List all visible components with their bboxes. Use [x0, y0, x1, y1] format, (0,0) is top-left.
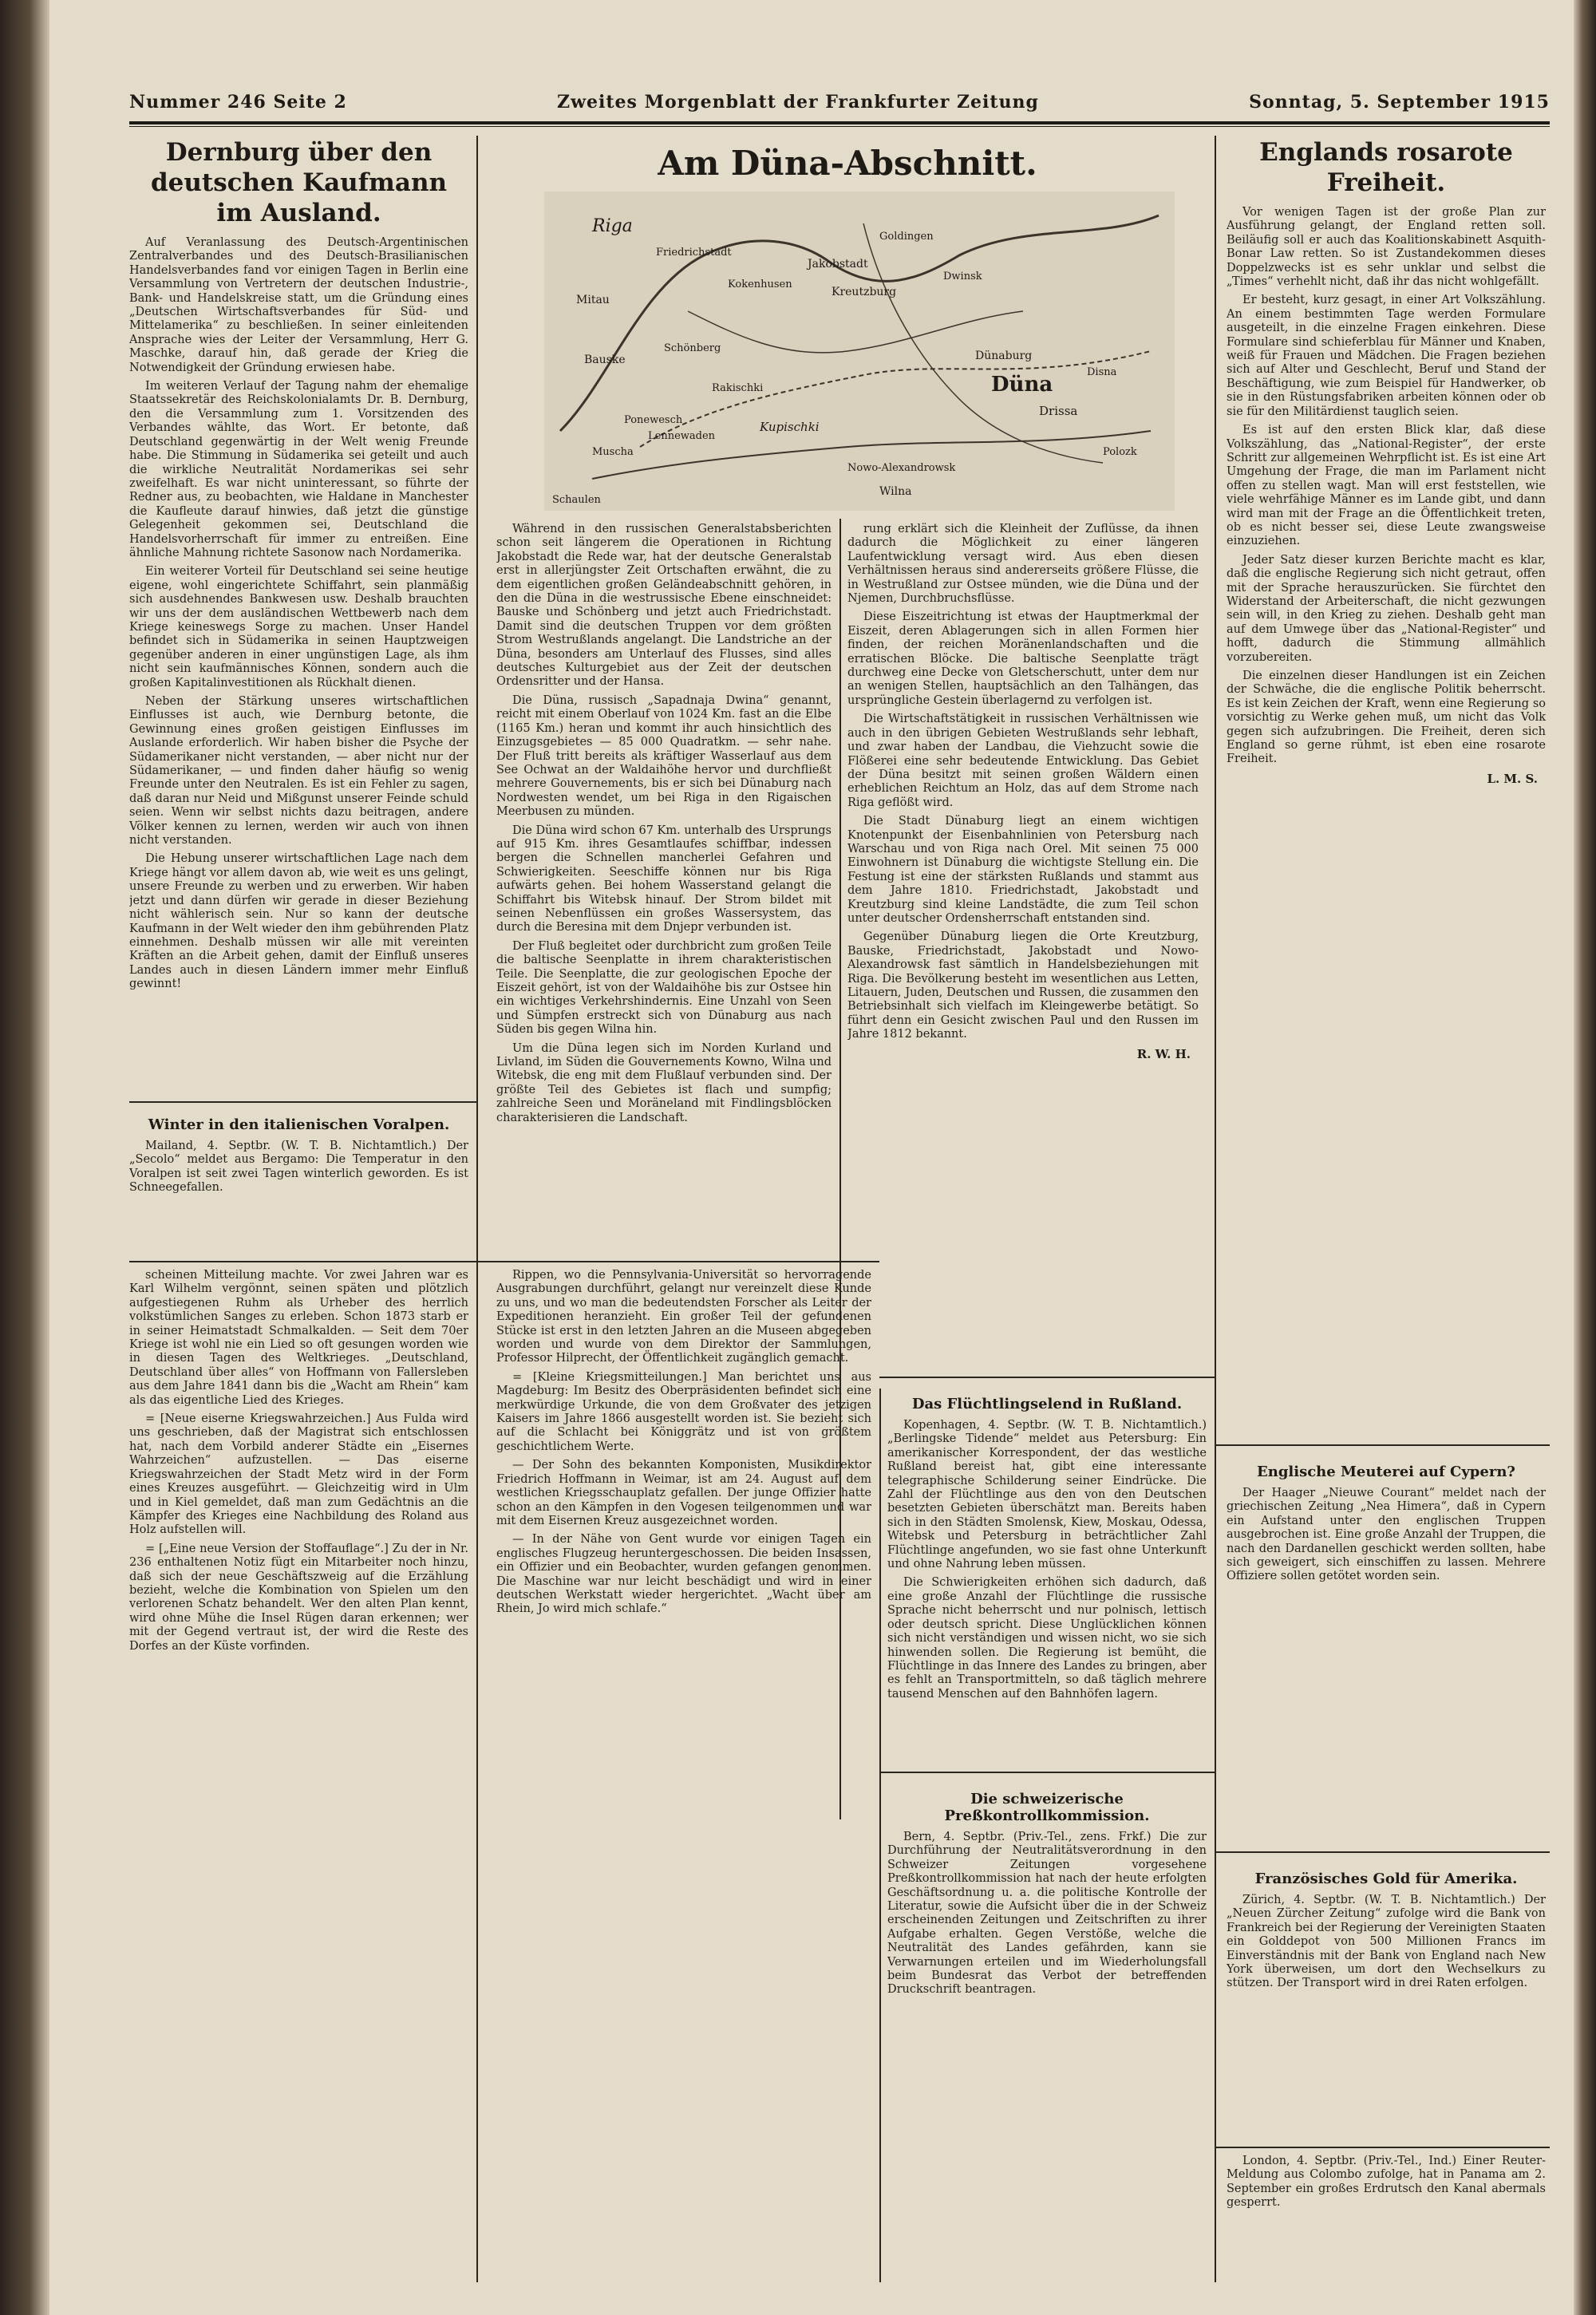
map-label: Riga	[592, 216, 633, 236]
paragraph: Rippen, wo die Pennsylvania-Universität so hervorragende Ausgrabungen durchführt, gelangt nur vereinzelt diese Kunde zu uns, und wo man die bedeutendsten Forscher als Leiter der Expeditionen heranzieht. Ein großer Teil der gefundenen Stücke ist erst in den letzten Jahren an die Museen abgegeben worden und wurde von dem Direktor der Sammlungen, Professor Hilprecht, der Öffentlichkeit zugänglich gemacht.	[496, 1269, 871, 1365]
issue-number: Nummer 246 Seite 2	[129, 92, 347, 113]
paragraph: Die Schwierigkeiten erhöhen sich dadurch, daß eine große Anzahl der Flüchtlinge die russische Sprache nicht beherrscht und nur polnisch, lettisch oder deutsch spricht. Diese Unglücklichen können sich nicht verständigen und wissen nicht, wo sie sich hinwenden sollen. Die Regierung ist bemüht, die Flüchtlinge in das Innere des Landes zu bringen, aber es fehlt an Transportmitteln, so daß täglich mehrere tausend Menschen auf den Bahnhöfen lagern.	[887, 1576, 1207, 1701]
headline-winter: Winter in den italienischen Voralpen.	[148, 1116, 450, 1133]
paragraph: — Der Sohn des bekannten Komponisten, Musikdirektor Friedrich Hoffmann in Weimar, ist am 24. August auf dem westlichen Kriegsschauplatz gefallen. Der junge Offizier hatte schon an den Kämpfen in den Vogesen teilgenommen und war mit dem Eisernen Kreuz ausgezeichnet worden.	[496, 1459, 871, 1527]
map-label: Kupischki	[760, 420, 820, 434]
paragraph: Der Haager „Nieuwe Courant“ meldet nach der griechischen Zeitung „Nea Himera“, daß in Cypern ein Aufstand unter den englischen Truppen ausgebrochen ist. Eine große Anzahl der Truppen, die nach den Dardanellen geschickt werden sollten, habe sich geweigert, sich einschiffen zu lassen. Mehrere Offiziere sollen getötet worden sein.	[1227, 1487, 1546, 1583]
paragraph: Kopenhagen, 4. Septbr. (W. T. B. Nichtamtlich.) „Berlingske Tidende“ meldet aus Petersburg: Ein amerikanischer Korrespondent, der das westliche Rußland bereist hat, gibt eine interessante telegraphische Schilderung seiner Eindrücke. Die Zahl der Flüchtlinge aus den von den Deutschen besetzten Gebieten überschätzt man. Bereits haben sich in den Städten Smolensk, Kiew, Moskau, Odessa, Witebsk und Petersburg in beträchtlicher Zahl Flüchtlinge angefunden, wo sie fast ohne Unterkunft und ohne Nahrung leben müssen.	[887, 1419, 1207, 1571]
section-rule-6	[1215, 1851, 1550, 1853]
article-duena-col2	[847, 523, 1199, 1369]
paragraph: Im weiteren Verlauf der Tagung nahm der ehemalige Staatssekretär des Reichskolonialamts Dr. B. Dernburg, den die Versammlung zum 1. Vorsitzenden des Verbandes wählte, das Wort. Er betonte, daß Deutschland gegenwärtig in der Welt wenig Freunde habe. Die Stimmung in Südamerika sei geteilt und auch die wirkliche Neutralität Nordamerikas sei sehr zweifelhaft. Es war nicht uninteressant, so führte der Redner aus, zu beobachten, wie Haldane in Manchester die Kaufleute darauf hinwies, daß jetzt die günstige Gelegenheit gekommen sei, Deutschland die Handelsvorherrschaft für immer zu entreißen. Eine ähnliche Mahnung richtete Sasonow nach Nordamerika.	[129, 380, 468, 559]
paragraph: Die Düna, russisch „Sapadnaja Dwina“ genannt, reicht mit einem Oberlauf von 1024 Km. fast an die Elbe (1165 Km.) heran und kommt ihr auch hinsichtlich des Einzugsgebietes — 85 000 Quadratkm. — sehr nahe. Der Fluß tritt bereits als kräftiger Wasserlauf aus dem See Ochwat an der Waldaihöhe hervor und durchfließt mehrere Gouvernements, bis er sich bei Dünaburg nach Nordwesten wendet, um bei Riga in den Rigaischen Meerbusen zu münden.	[496, 693, 832, 819]
article-cypern	[1227, 1452, 1546, 1847]
section-rule-7	[1215, 2147, 1550, 2148]
map-graphic	[544, 192, 1175, 511]
section-rule-2	[129, 1261, 879, 1262]
article-dernburg	[129, 137, 468, 1095]
article-england	[1227, 137, 1546, 1438]
map-label: Lennewaden	[648, 430, 716, 442]
column-rule-1	[476, 136, 478, 2282]
headline-fluechtlinge: Das Flüchtlingselend in Rußland.	[911, 1396, 1183, 1412]
article-fluechtlinge	[887, 1385, 1207, 1768]
map-label: Jakobstadt	[808, 258, 868, 271]
map-label: Ponewesch	[624, 414, 683, 426]
paragraph: London, 4. Septbr. (Priv.-Tel., Ind.) Einer Reuter-Meldung aus Colombo zufolge, hat in Panama am 2. September ein großes Erdrutsch den Kanal abermals gesperrt.	[1227, 2155, 1546, 2210]
issue-date: Sonntag, 5. September 1915	[1249, 92, 1550, 113]
headline-presskontroll: Die schweizerische Preßkontrollkommission.	[944, 1791, 1150, 1824]
headline-dernburg: Dernburg über den deutschen Kaufmann im Ausland.	[150, 138, 448, 227]
signature-england: L. M. S.	[1487, 771, 1538, 786]
paragraph: = [Neue eiserne Kriegswahrzeichen.] Aus Fulda wird uns geschrieben, daß der Magistrat sich entschlossen hat, nach dem Vorbild anderer Städte ein „Eisernes Wahrzeichen“ aufzustellen. — Das eiserne Kriegswahrzeichen der Stadt Metz wird in der Form eines Kreuzes ausgeführt. — Gleichzeitig wird in Ulm und in Kiel gemeldet, daß man zum Gedächtnis an die Kämpfer des Krieges eine Nachbildung des Roland aus Holz aufstellen will.	[129, 1412, 468, 1537]
headline-duena-box	[496, 144, 1199, 188]
paragraph: Um die Düna legen sich im Norden Kurland und Livland, im Süden die Gouvernements Kowno, Wilna und Witebsk, die eng mit dem Flußlauf verbunden sind. Der größte Teil des Gebietes ist flach und sumpfig; zahlreiche Seen und Moräneland mit Findlingsblöcken charakterisieren die Landschaft.	[496, 1041, 832, 1124]
column-rule-2	[1215, 136, 1216, 2282]
map-label: Bauske	[584, 354, 626, 366]
map-label: Polozk	[1103, 446, 1137, 458]
map-label: Kokenhusen	[728, 279, 792, 290]
paragraph: Vor wenigen Tagen ist der große Plan zur Ausführung gelangt, der England retten soll. Beiläufig soll er auch das Koalitionskabinett Asquith-Bonar Law retten. So ist Zustandekommen dieses Doppelzwecks ist es sehr unklar und selbst die „Times“ verhehlt nicht, daß ihr das nicht wohlgefällt.	[1227, 206, 1546, 289]
map-label: Rakischki	[712, 382, 764, 394]
paragraph: Ein weiterer Vorteil für Deutschland sei seine heutige eigene, wohl eingerichtete Schiffahrt, sein planmäßig sich ausdehnendes Bankwesen usw. Deshalb brauchten wir uns der dem ausländischen Wettbewerb nach dem Kriege keineswegs Sorge zu machen. Unser Handel befindet sich in Südamerika in seinen Hauptzweigen gegenüber anderen in einer ungünstigen Lage, als ihm nicht sein kaufmännisches Können, sondern auch die großen Kapitalinvestitionen als Rückhalt dienen.	[129, 565, 468, 689]
section-rule-1	[129, 1101, 476, 1103]
map-label: Dünaburg	[975, 350, 1033, 362]
headline-cypern: Englische Meuterei auf Cypern?	[1257, 1464, 1515, 1480]
paragraph: scheinen Mitteilung machte. Vor zwei Jahren war es Karl Wilhelm vergönnt, seinen späten und plötzlich aufgestiegenen Ruhm als Urheber des herrlich volkstümlichen Sanges zu erleben. Schon 1873 starb er in seiner Heimatstadt Schmalkalden. — Seit dem 70er Kriege ist wohl nie ein Lied so oft gesungen worden wie in diesen Tagen des Weltkrieges. „Deutschland, Deutschland über alles“ von Hoffmann von Fallersleben aus dem Jahre 1841 dann bis die „Wacht am Rhein“ kam als das eigentliche Lied des Krieges.	[129, 1269, 468, 1407]
column-rule-4	[879, 1389, 881, 2282]
page-binding-left	[0, 0, 49, 2315]
paragraph: Die Stadt Dünaburg liegt an einem wichtigen Knotenpunkt der Eisenbahnlinien von Petersburg nach Warschau und von Riga nach Orel. Mit seinen 75 000 Einwohnern ist Dünaburg die wichtigste Stellung ein. Die Festung ist eine der stärksten Rußlands und stammt aus dem Jahre 1810. Friedrichstadt, Jakobstadt und Kreutzburg sind kleine Landstädte, die zum Teil schon unter deutscher Ordensherrschaft entstanden sind.	[847, 815, 1199, 925]
map-label: Dwinsk	[943, 271, 982, 282]
paragraph: Zürich, 4. Septbr. (W. T. B. Nichtamtlich.) Der „Neuen Zürcher Zeitung“ zufolge wird die Bank von Frankreich bei der Regierung der Vereinigten Staaten ein Golddepot von 500 Millionen Francs im Einverständnis mit der Bank von England nach New York überweisen, um dort den Wechselkurs zu stützen. Der Transport wird in drei Raten erfolgen.	[1227, 1894, 1546, 1990]
paragraph: — In der Nähe von Gent wurde vor einigen Tagen ein englisches Flugzeug heruntergeschossen. Die beiden Insassen, ein Offizier und ein Beobachter, wurden gefangen genommen. Die Maschine war nur leicht beschädigt und wird in einer deutschen Werkstatt wieder hergerichtet. „Wacht über am Rhein, Jo wird mich schlafe.“	[496, 1533, 871, 1616]
paragraph: Die Hebung unserer wirtschaftlichen Lage nach dem Kriege hängt vor allem davon ab, wie weit es uns gelingt, unsere Freunde zu werben und zu erwerben. Wir haben jetzt und dann dürfen wir gerade in dieser Beziehung nicht wählerisch sein. Nur so kann der deutsche Kaufmann in der Welt wieder den ihm gebührenden Platz einnehmen. Deshalb müssen wir alle mit vereinten Kräften an die Arbeit gehen, damit der Einfluß unseres Landes auch in diesen Ländern immer mehr Einfluß gewinnt!	[129, 852, 468, 991]
map-label: Düna	[991, 373, 1053, 397]
paragraph: = [Kleine Kriegsmitteilungen.] Man berichtet uns aus Magdeburg: Im Besitz des Oberpräsidenten befindet sich eine merkwürdige Urkunde, die von dem Großvater des jetzigen Kaisers im Jahre 1866 ausgestellt worden ist. Sie bezieht sich auf die Schlacht bei Königgrätz und ist von größtem geschichtlichem Werte.	[496, 1370, 871, 1453]
duena-map	[544, 192, 1175, 511]
headline-gold: Französisches Gold für Amerika.	[1254, 1871, 1518, 1887]
article-london	[1227, 2155, 1546, 2274]
article-winter	[129, 1105, 468, 1257]
headline-duena: Am Düna-Abschnitt.	[658, 144, 1037, 183]
section-rule-4	[879, 1772, 1215, 1773]
map-label: Friedrichstadt	[656, 247, 732, 259]
map-label: Schaulen	[552, 494, 601, 506]
map-label: Nowo-Alexandrowsk	[847, 462, 956, 474]
map-label: Goldingen	[879, 231, 934, 243]
article-duena-col1	[496, 523, 832, 1257]
signature-duena: R. W. H.	[1136, 1046, 1191, 1061]
map-label: Muscha	[592, 446, 634, 458]
header-rule-thin	[129, 126, 1550, 127]
paragraph: Die Wirtschaftstätigkeit in russischen Verhältnissen wie auch in den übrigen Gebieten Westrußlands sehr lebhaft, und zwar haben der Landbau, die Viehzucht sowie die Flößerei eine sehr bedeutende Entwicklung. Das Gebiet der Düna besitzt mit seinen großen Wäldern einen erheblichen Reichtum an Holz, das auf dem Strome nach Riga geflößt wird.	[847, 713, 1199, 809]
map-label: Disna	[1087, 366, 1117, 378]
map-label: Mitau	[576, 294, 610, 306]
paragraph: Mailand, 4. Septbr. (W. T. B. Nichtamtlich.) Der „Secolo“ meldet aus Bergamo: Die Temperatur in den Voralpen ist seit zwei Tagen winterlich geworden. Es ist Schneegefallen.	[129, 1140, 468, 1195]
paragraph: Neben der Stärkung unseres wirtschaftlichen Einflusses ist auch, wie Dernburg betonte, die Gewinnung eines großen geistigen Einflusses im Auslande erforderlich. Wir haben bisher die Psyche der Südamerikaner nicht verstanden, — aber nicht nur der Südamerikaner, — und finden daher häufig so wenig Freunde unter den Neutralen. Es ist ein Fehler zu sagen, daß daran nur Neid und Mißgunst unserer Feinde schuld seien. Wenn wir selbst nichts dazu beitragen, andere Völker kennen zu lernen, werden wir auch von ihnen nicht verstanden.	[129, 695, 468, 847]
page-header	[129, 86, 1550, 118]
paragraph: Die einzelnen dieser Handlungen ist ein Zeichen der Schwäche, die die englische Politik beherrscht. Es ist kein Zeichen der Kraft, wenn eine Regierung so vorsichtig zu Werke gehen muß, um nicht das Volk gegen sich aufzubringen. Die Freiheit, deren sich England so gerne rühmt, ist eben eine rosarote Freiheit.	[1227, 670, 1546, 766]
newspaper-page	[49, 0, 1574, 2315]
map-label: Drissa	[1039, 404, 1078, 418]
paragraph: Während in den russischen Generalstabsberichten schon seit längerem die Operationen in Richtung Jakobstadt die Rede war, hat der deutsche Generalstab erst in allerjüngster Zeit Ortschaften erwähnt, die zu dem eigentlichen großen Geländeabschnitt gehören, in den die Düna in die westrussische Ebene einschneidet: Bauske und Schönberg und jetzt auch Friedrichstadt. Damit sind die deutschen Truppen vor dem größten Strom Westrußlands angelangt. Die Landstriche an der Düna, besonders am Unterlauf des Flusses, sind alles deutsches Kulturgebiet aus der Zeit der deutschen Ordensritter und der Hansa.	[496, 523, 832, 689]
paragraph: Die Düna wird schon 67 Km. unterhalb des Ursprungs auf 915 Km. ihres Gesamtlaufes schiffbar, indessen bergen die Schnellen mancherlei Gefahren und Schwierigkeiten. Seeschiffe können nur bis Riga aufwärts gehen. Bei hohem Wasserstand gelangt die Schiffahrt bis Witebsk hinauf. Der Strom bildet mit seinen Nebenflüssen ein großes Wassersystem, das durch die Beresina mit dem Dnjepr verbunden ist.	[496, 824, 832, 934]
map-label: Schönberg	[664, 342, 721, 354]
feuilleton-left	[129, 1269, 468, 2274]
page-binding-right	[1574, 0, 1596, 2315]
paragraph: = [„Eine neue Version der Stoffauflage“.] Zu der in Nr. 236 enthaltenen Notiz fügt ein Mitarbeiter noch hinzu, daß sich der neue Geschäftszweig auf die Erzählung bezieht, welche die Kombination von Spielen um den verlorenen Schatz behandelt. Wer den alten Plan kennt, wird ohne Mühe die Insel Rügen daran erkennen; wer mit der Gegend vertraut ist, der wird die Reste des Dorfes an der Küste vorfinden.	[129, 1542, 468, 1653]
paragraph: Diese Eiszeitrichtung ist etwas der Hauptmerkmal der Eiszeit, deren Ablagerungen sich in allen Formen hier finden, der reichen Moränenlandschaften und die erratischen Blöcke. Die baltische Seenplatte trägt durchweg eine Decke von Gletscherschutt, unter dem nur an wenigen Stellen, hauptsächlich an den Talhängen, das ursprüngliche Gestein überlagernd zu verfolgen ist.	[847, 610, 1199, 707]
masthead: Zweites Morgenblatt der Frankfurter Zeitung	[557, 92, 1039, 113]
header-rule	[129, 121, 1550, 124]
map-label: Kreutzburg	[832, 286, 897, 298]
paragraph: Er besteht, kurz gesagt, in einer Art Volkszählung. An einem bestimmten Tage werden Formulare ausgeteilt, in die einzelne Fragen einkehren. Diese Formulare sind schieferblau für Männer und Knaben, weiß für Frauen und Mädchen. Die Fragen beziehen sich auf Alter und Geschlecht, Beruf und Stand der Beschäftigung, wie zum Beispiel für Handwerker, ob sie in den Rüstungsfabriken arbeiten können oder ob sie für den Militärdienst tauglich seien.	[1227, 294, 1546, 418]
section-rule-3	[879, 1377, 1215, 1378]
paragraph: rung erklärt sich die Kleinheit der Zuflüsse, da ihnen dadurch die Möglichkeit zu einer längeren Laufentwicklung versagt wird. Aus eben diesen Verhältnissen heraus sind andererseits größere Flüsse, die in Westrußland zur Ostsee münden, wie die Düna und der Njemen, Durchbruchsflüsse.	[847, 523, 1199, 606]
paragraph: Es ist auf den ersten Blick klar, daß diese Volkszählung, das „National-Register“, der erste Schritt zur allgemeinen Wehrpflicht ist. Es ist eine Art Umgehung der Frage, die man im Parlament nicht offen zu stellen wagt. Man will erst feststellen, wie viele wehrfähige Männer es im Lande gibt, und dann wird man mit der Frage an die Öffentlichkeit treten, ob es nicht besser sei, diese Leute zwangsweise einzuziehen.	[1227, 424, 1546, 548]
article-presskontroll	[887, 1780, 1207, 2274]
headline-england: Englands rosarote Freiheit.	[1259, 138, 1513, 197]
paragraph: Der Fluß begleitet oder durchbricht zum großen Teile die baltische Seenplatte in ihrem charakteristischen Teile. Die Seenplatte, die zur geologischen Epoche der Eiszeit gehört, ist von der Waldaihöhe bis zur Ostsee hin ein wichtiges Verkehrshindernis. Eine Unzahl von Seen und Sümpfen erstreckt sich von Dünaburg aus nach Süden bis gegen Wilna hin.	[496, 939, 832, 1037]
paragraph: Gegenüber Dünaburg liegen die Orte Kreutzburg, Bauske, Friedrichstadt, Jakobstadt und Nowo-Alexandrowsk fast sämtlich in Handelsbeziehungen mit Riga. Die Bevölkerung besteht im wesentlichen aus Letten, Litauern, Juden, Deutschen und Russen, die zusammen den Betriebsinhalt sich vielfach im Kleingewerbe betätigt. So führt denn ein Gesicht zwischen Paul und den Russen im Jahre 1812 bekannt.	[847, 930, 1199, 1041]
paragraph: Auf Veranlassung des Deutsch-Argentinischen Zentralverbandes und des Deutsch-Brasilianischen Handelsverbandes fand vor einigen Tagen in Berlin eine Versammlung von Vertretern der deutschen Industrie-, Bank- und Handelskreise statt, um die Gründung eines „Deutschen Wirtschaftsverbandes für Süd- und Mittelamerika“ zu beschließen. In seiner einleitenden Ansprache wies der Leiter der Versammlung, Herr G. Maschke, darauf hin, daß gerade der Krieg die Notwendigkeit der Gründung erwiesen habe.	[129, 236, 468, 374]
section-rule-5	[1215, 1444, 1550, 1446]
paragraph: Jeder Satz dieser kurzen Berichte macht es klar, daß die englische Regierung sich nicht getraut, offen mit der Sprache herauszurücken. Sie fürchtet den Widerstand der Arbeiterschaft, die nicht gezwungen sein will, in den Krieg zu ziehen. Deshalb geht man auf dem Umwege über das „National-Register“ und hofft, dadurch die Stimmung allmählich vorzubereiten.	[1227, 553, 1546, 664]
article-gold	[1227, 1859, 1546, 2143]
feuilleton-middle	[496, 1269, 871, 2274]
map-label: Wilna	[879, 485, 912, 498]
paragraph: Bern, 4. Septbr. (Priv.-Tel., zens. Frkf.) Die zur Durchführung der Neutralitätsverordnung in den Schweizer Zeitungen vorgesehene Preßkontrollkommission hat nach der heute erfolgten Geschäftsordnung u. a. die politische Kontrolle der Literatur, sowie die Aufsicht über die in der Schweiz erscheinenden Zeitungen und Zeitschriften zu ihrer Aufgabe erhalten. Gegen Verstöße, welche die Neutralität des Landes gefährden, kann sie Verwarnungen erteilen und im Wiederholungsfall beim Bundesrat das Verbot der betreffenden Druckschrift beantragen.	[887, 1831, 1207, 1997]
